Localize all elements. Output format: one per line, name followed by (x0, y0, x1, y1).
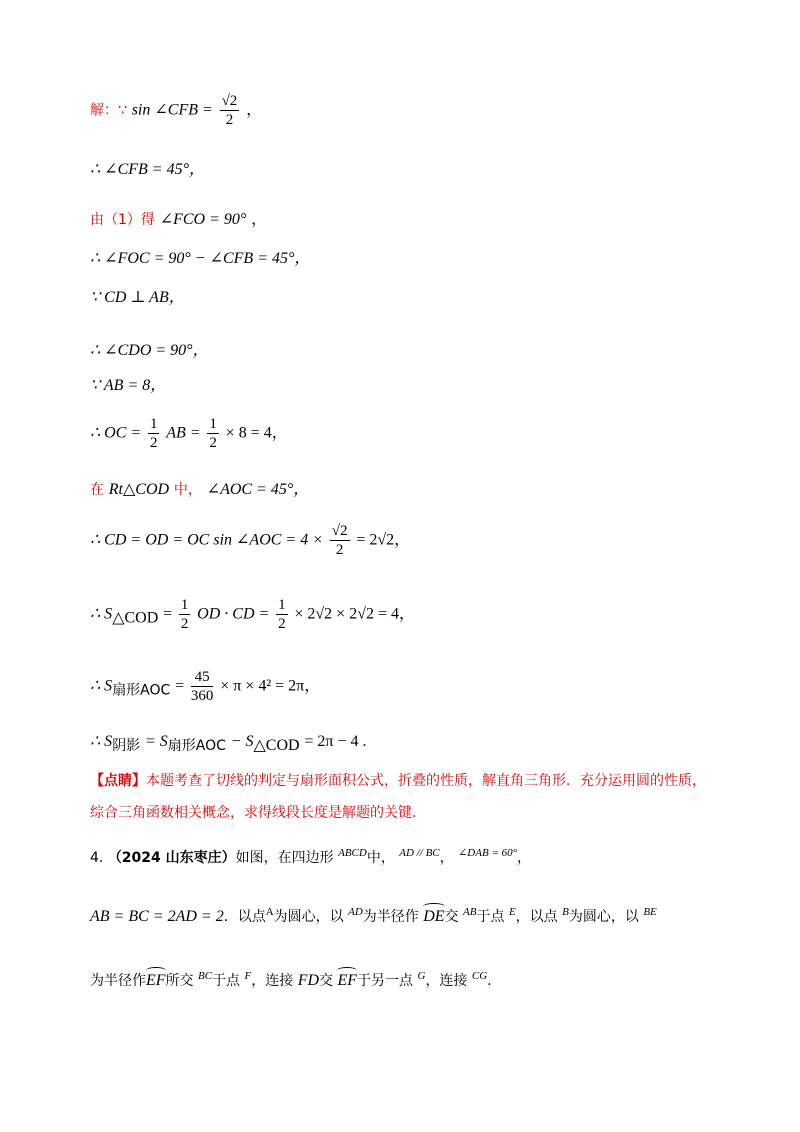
solution-line-4: ∴ ∠FOC = 90° − ∠CFB = 45°， (90, 250, 311, 267)
solution-line-10 (90, 522, 410, 559)
math-expression: × π × 4² = 2π， (220, 677, 321, 695)
solution-prefix: 由（1）得 (90, 212, 155, 228)
solution-line-1 (90, 92, 262, 129)
solution-line-12 (90, 668, 320, 705)
math-expression: = 2√2， (356, 531, 411, 549)
solution-line-11 (90, 596, 415, 633)
fraction-half: $\frac{1}{2}$ (149, 416, 158, 451)
segment-label: AD (348, 906, 363, 918)
fraction (191, 668, 214, 705)
segment-label: CG (471, 970, 488, 982)
fraction-numerator: 45 (191, 668, 214, 687)
fraction-half: $\frac{1}{2}$ (180, 597, 189, 632)
subscript: 扇形AOC (167, 738, 226, 754)
comment-label: 【点睛】 (90, 773, 146, 789)
fraction-numerator: √2 (221, 93, 238, 109)
triangle-name: Rt△COD (108, 481, 170, 498)
fraction-denominator: 2 (225, 112, 234, 128)
problem-text: ， (439, 850, 454, 866)
solution-line-2: ∴ ∠CFB = 45°， (90, 161, 206, 178)
math-expression: ∴ S (90, 733, 113, 750)
math-expression: = 2π − 4 . (304, 733, 367, 750)
segment-label: FD (297, 972, 320, 989)
fraction-half: $\frac{1}{2}$ (209, 416, 217, 451)
punctuation: ， (251, 211, 268, 228)
comment-line-1 (90, 771, 706, 791)
problem-text: 所交 (165, 973, 194, 989)
subscript: 阴影 (112, 738, 141, 754)
problem-line-3 (90, 966, 492, 991)
math-expression: ∴ S (90, 605, 113, 623)
point-label: F (244, 970, 252, 982)
segment-label: AB (463, 906, 477, 918)
math-expression: × 2√2 × 2√2 = 4， (294, 605, 415, 623)
math-expression: = (175, 677, 185, 695)
subscript: 扇形AOC (112, 682, 171, 699)
math-expression: sin ∠CFB = (131, 101, 213, 119)
problem-text: 交 (444, 909, 459, 925)
problem-line-2 (90, 902, 657, 927)
arc-label: EF (337, 972, 358, 989)
math-expression: = (163, 605, 173, 623)
solution-line-7: ∵ AB = 8， (90, 377, 167, 394)
solution-line-6: ∴ ∠CDO = 90°， (90, 342, 209, 359)
math-expression: AB = (166, 424, 201, 442)
math-expression: = S (144, 733, 168, 750)
problem-source: （2024 山东枣庄） (107, 850, 236, 866)
solution-line-3 (90, 209, 267, 230)
equation: AB = BC = 2AD = 2 (90, 908, 224, 925)
solution-line-8 (90, 415, 288, 452)
solution-line-9 (90, 479, 309, 500)
punctuation: ， (246, 101, 263, 119)
problem-text: ，连接 (425, 973, 468, 989)
problem-text: 于点 (212, 973, 241, 989)
fraction-sqrt2-over-2: $\frac{√2}{2}$ (331, 523, 348, 558)
problem-text: 交 (319, 973, 334, 989)
arc-label: DE (423, 908, 445, 925)
math-expression: − S (230, 733, 254, 750)
point-label: E (508, 906, 516, 918)
problem-text: 为圆心，以 (568, 909, 639, 925)
problem-number: 4. (90, 850, 104, 866)
problem-text: 为半径作 (90, 973, 146, 989)
math-expression: OD · CD = (197, 605, 270, 623)
comment-text: 本题考查了切线的判定与扇形面积公式，折叠的性质，解直角三角形．充分运用圆的性质， (146, 773, 706, 789)
problem-text: ， (517, 850, 532, 866)
problem-text: . (487, 973, 492, 989)
point-label: G (417, 970, 426, 982)
problem-text: 于另一点 (357, 973, 414, 989)
arc-label: EF (146, 972, 166, 989)
subscript: △COD (253, 737, 300, 754)
problem-text: ，以点 (515, 909, 558, 925)
segment-label: BE (643, 906, 657, 918)
fraction-half: $\frac{1}{2}$ (278, 597, 286, 632)
problem-text: 为半径作 (362, 909, 419, 925)
point-label: A (265, 906, 274, 918)
subscript: △COD (112, 609, 159, 627)
math-expression: ∴ CD = OD = OC sin ∠AOC = 4 × (90, 531, 324, 549)
quadrilateral-name: ABCD (338, 847, 367, 859)
math-expression: ∠AOC = 45°， (206, 481, 310, 498)
problem-text: 为圆心，以 (273, 909, 344, 925)
problem-text: 中， (366, 850, 395, 866)
segment-label: BC (198, 970, 213, 982)
problem-text: 于点 (476, 909, 505, 925)
problem-text: ，连接 (251, 973, 294, 989)
parallel-statement: AD // BC (399, 847, 440, 859)
math-expression: ∴ S (90, 677, 113, 695)
comment-line-2: 综合三角函数相关概念，求得线段长度是解题的关键. (90, 805, 417, 821)
solution-prefix: 解：∵ (90, 102, 127, 119)
fraction (220, 92, 240, 129)
problem-text: ．以点 (223, 909, 266, 925)
solution-line-13 (90, 731, 366, 756)
point-label: B (562, 906, 569, 918)
problem-line-1 (90, 843, 531, 868)
solution-line-5: ∵ CD ⊥ AB， (90, 289, 185, 306)
fraction-denominator: 360 (190, 688, 214, 704)
problem-text: 如图，在四边形 (235, 850, 334, 866)
solution-text: 中， (173, 482, 202, 498)
solution-prefix: 在 (90, 482, 104, 498)
math-expression: ∠FCO = 90° (159, 211, 247, 228)
math-expression: ∴ OC = (90, 424, 142, 442)
angle-statement: ∠DAB = 60° (458, 847, 518, 859)
math-expression: × 8 = 4， (225, 424, 288, 442)
